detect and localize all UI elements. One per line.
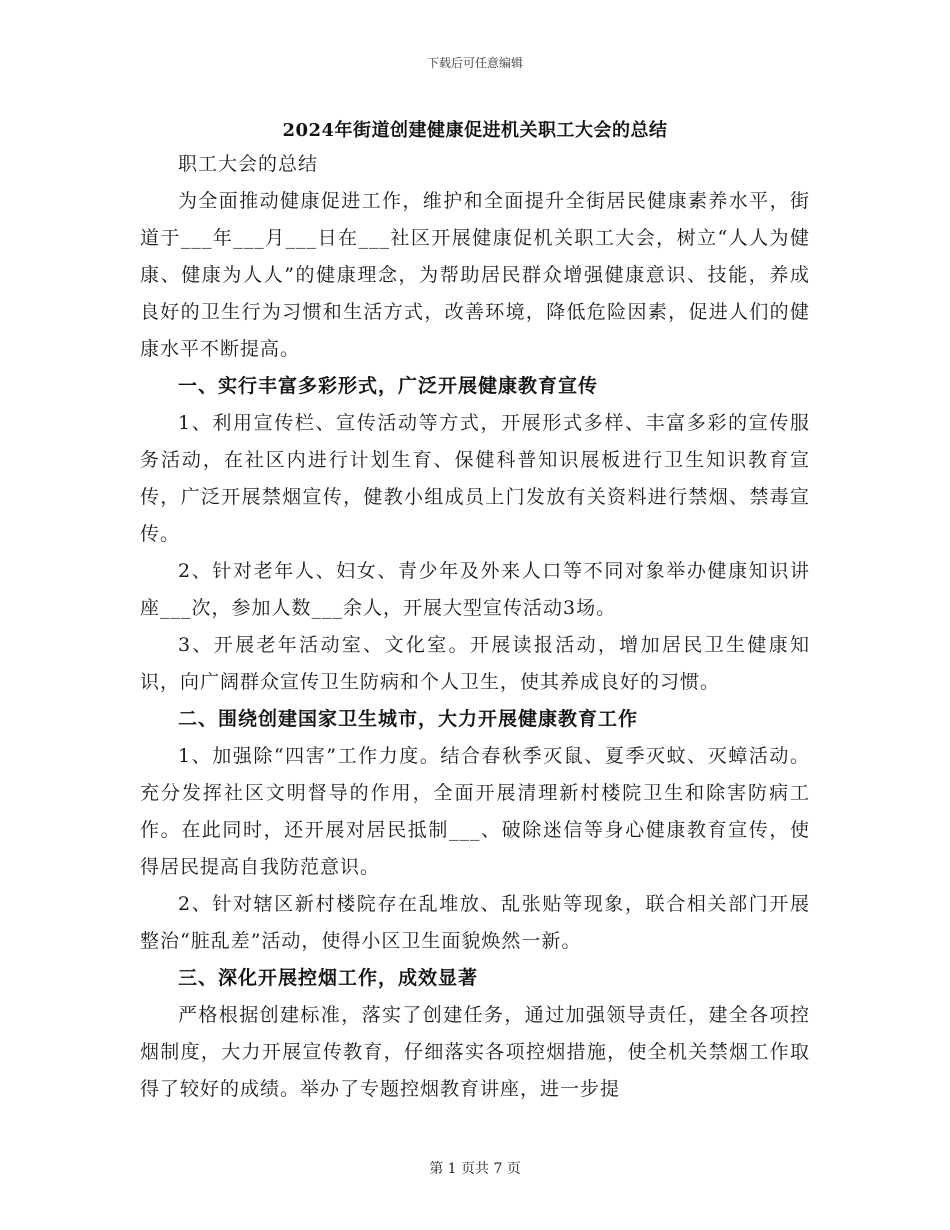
document-body: [140, 146, 810, 1108]
section-heading-2: 二、围绕创建国家卫生城市，大力开展健康教育工作: [178, 708, 639, 730]
body-paragraph: 2、针对老年人、妇女、青少年及外来人口等不同对象举办健康知识讲座___次，参加人数___余人，开展大型宣传活动3场。: [140, 560, 810, 619]
body-paragraph: 严格根据创建标准，落实了创建任务，通过加强领导责任，建全各项控烟制度，大力开展宣传教育，仔细落实各项控烟措施，使全机关禁烟工作取得了较好的成绩。举办了专题控烟教育讲座，进一步提: [140, 1004, 810, 1100]
page-header-note: 下载后可任意编辑: [426, 56, 523, 70]
intro-paragraph: 为全面推动健康促进工作，维护和全面提升全街居民健康素养水平，街道于___年___月___日在___社区开展健康促机关职工大会，树立“人人为健康、健康为人人”的健康理念，为帮助居民群众增强健康意识、技能，养成良好的卫生行为习惯和生活方式，改善环境，降低危险因素，促进人们的健康水平不断提高。: [140, 190, 810, 360]
section-heading-1: 一、实行丰富多彩形式，广泛开展健康教育宣传: [178, 375, 599, 397]
section-heading-3: 三、深化开展控烟工作，成效显著: [178, 967, 479, 989]
document-title: 2024年街道创建健康促进机关职工大会的总结: [282, 120, 668, 141]
body-paragraph: 1、利用宣传栏、宣传活动等方式，开展形式多样、丰富多彩的宣传服务活动，在社区内进行计划生育、保健科普知识展板进行卫生知识教育宣传，广泛开展禁烟宣传，健教小组成员上门发放有关资料进行禁烟、禁毒宣传。: [140, 412, 810, 545]
subtitle-paragraph: 职工大会的总结: [178, 153, 319, 175]
body-paragraph: 1、加强除“四害”工作力度。结合春秋季灭鼠、夏季灭蚊、灭蟑活动。充分发挥社区文明督导的作用，全面开展清理新村楼院卫生和除害防病工作。在此同时，还开展对居民抵制___、破除迷信等身心健康教育宣传，使得居民提高自我防范意识。: [140, 745, 810, 878]
body-paragraph: 3、开展老年活动室、文化室。开展读报活动，增加居民卫生健康知识，向广阔群众宣传卫生防病和个人卫生，使其养成良好的习惯。: [140, 634, 810, 693]
page-footer-number: 第 1 页共 7 页: [429, 1161, 521, 1177]
body-paragraph: 2、针对辖区新村楼院存在乱堆放、乱张贴等现象，联合相关部门开展整治“脏乱差”活动，使得小区卫生面貌焕然一新。: [140, 893, 810, 952]
